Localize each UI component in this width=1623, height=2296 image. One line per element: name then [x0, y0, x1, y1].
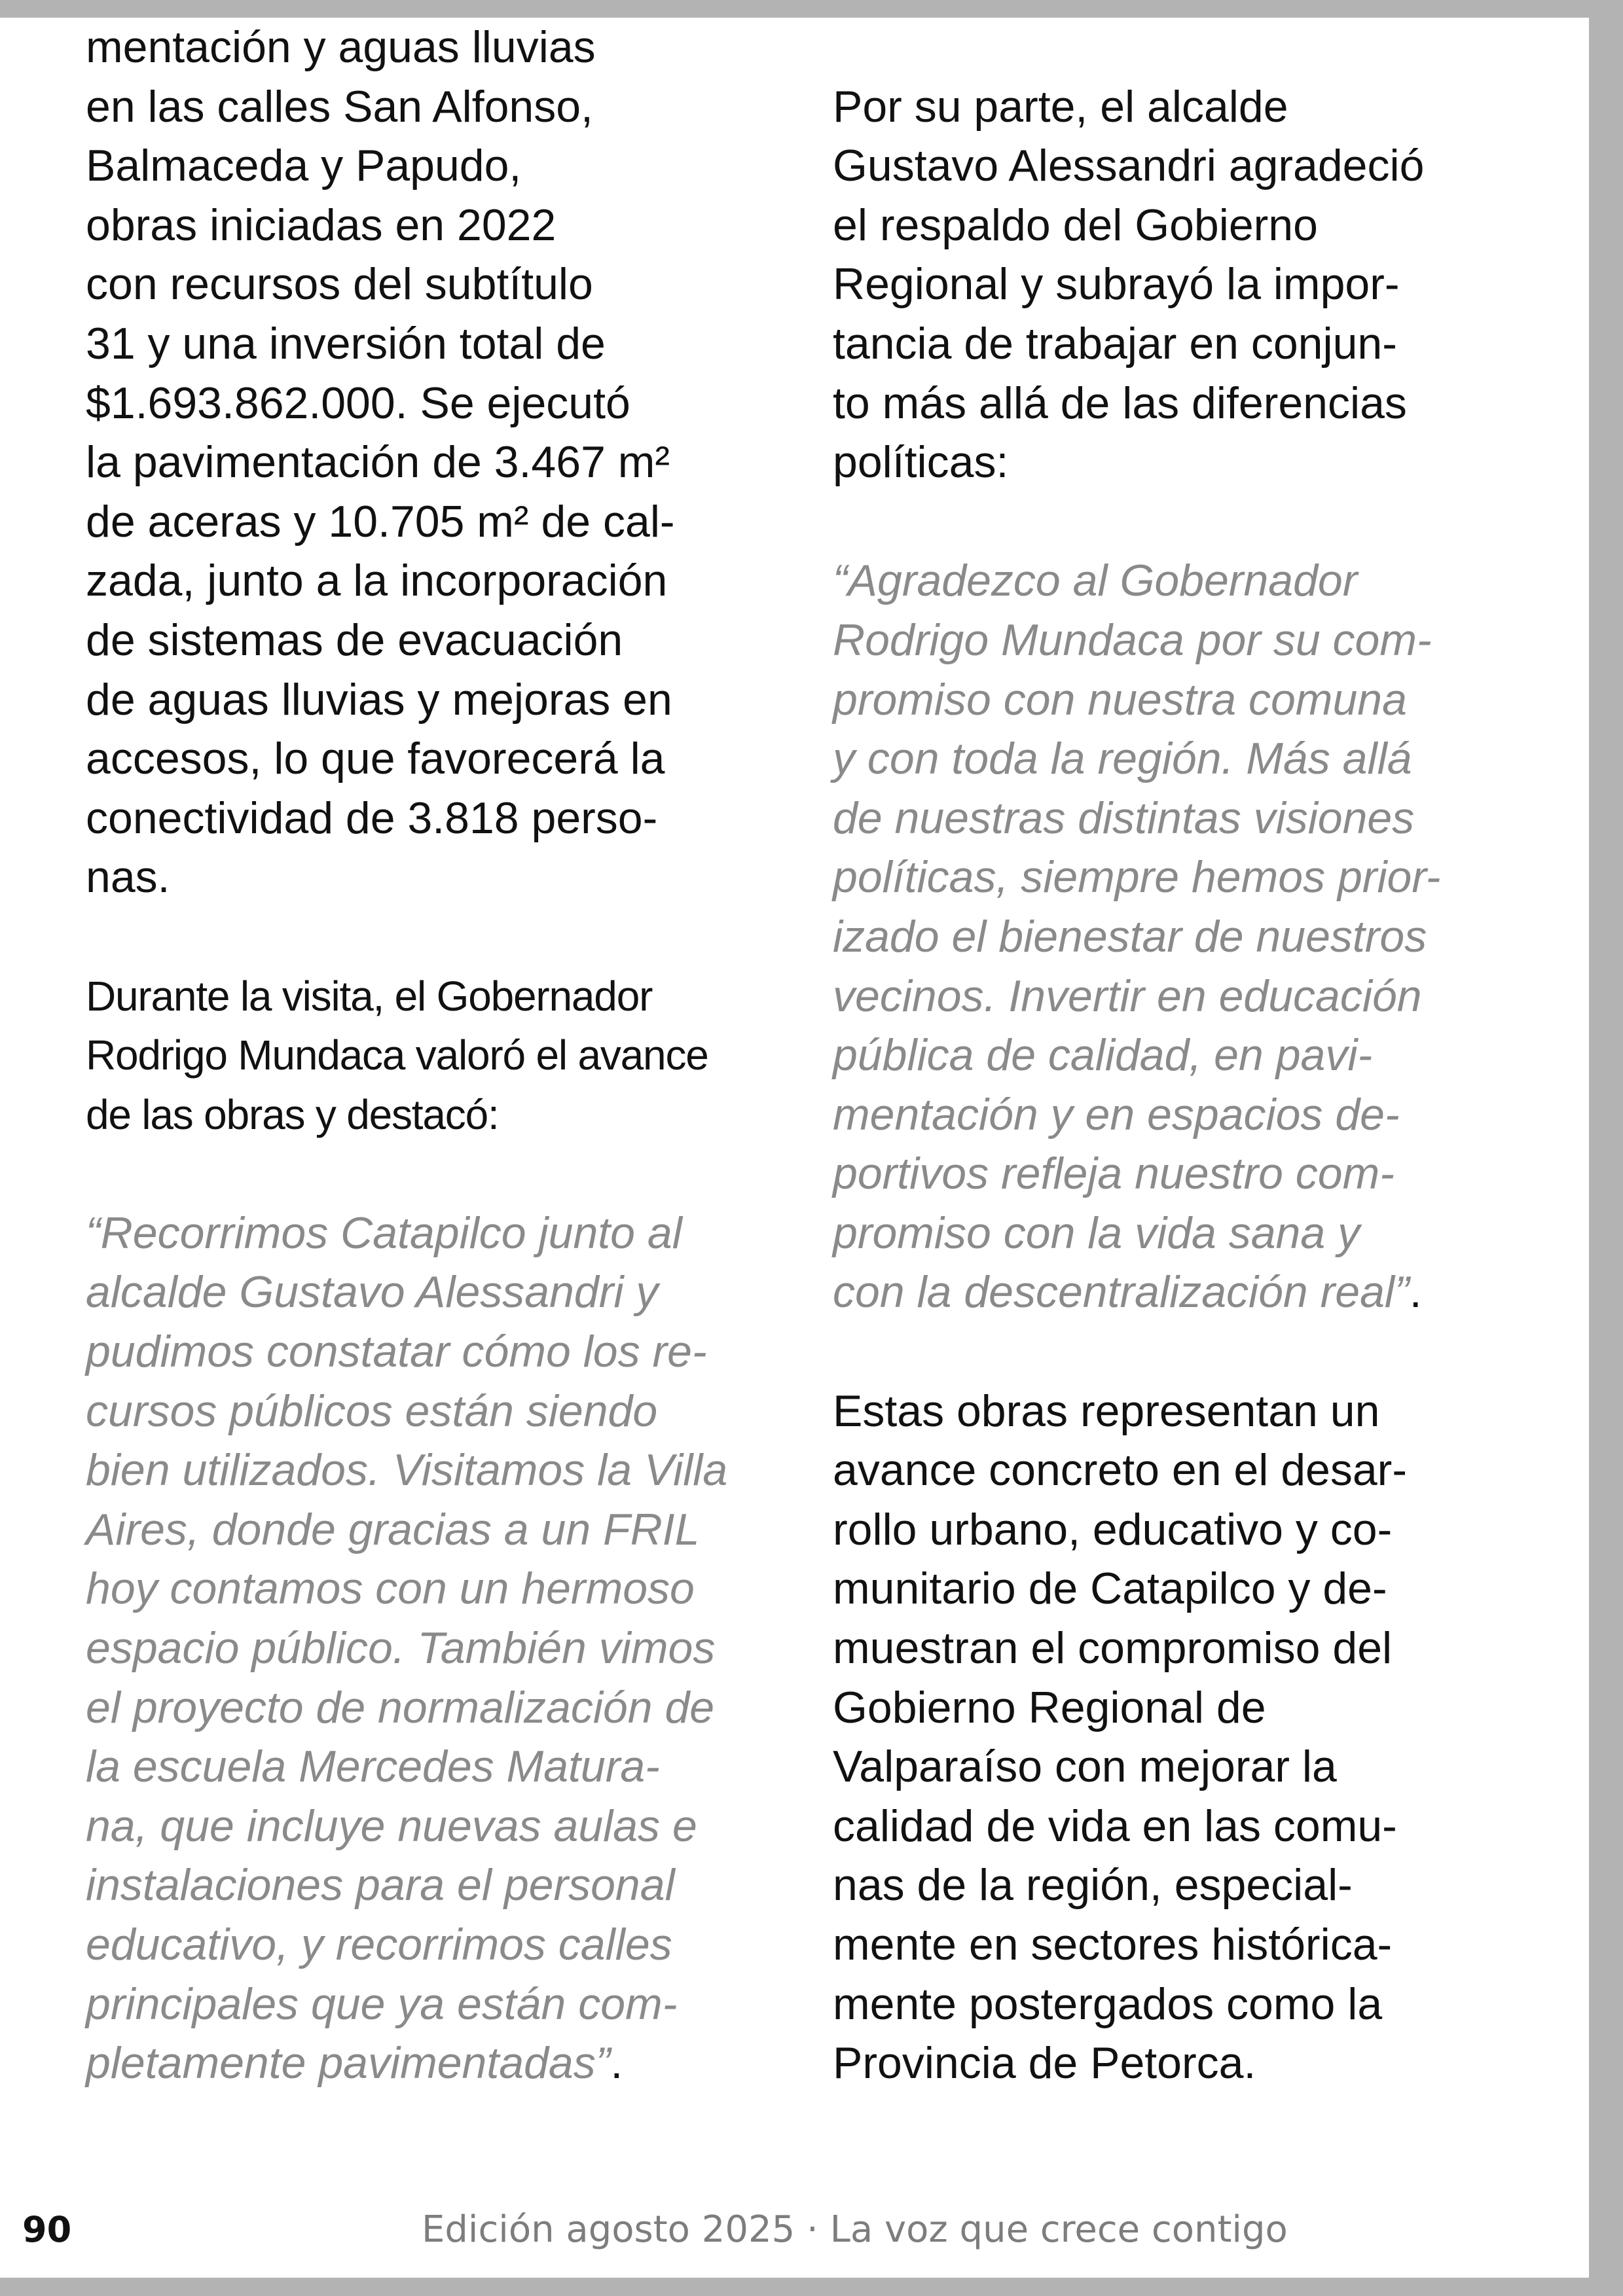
text-line-content: hoy contamos con un hermoso — [86, 1564, 695, 1614]
page-footer — [0, 2204, 1589, 2256]
text-line-content: de las obras y destacó: — [86, 1090, 499, 1138]
text-line-content: nas. — [86, 852, 170, 903]
paragraph-spacer — [86, 1144, 793, 1204]
text-line-content: en las calles San Alfonso, — [86, 81, 593, 132]
text-line — [833, 670, 1540, 730]
text-line-content: Gustavo Alessandri agradeció — [833, 141, 1425, 191]
text-line-content: “Recorrimos Catapilco junto al — [86, 1208, 682, 1258]
text-line — [86, 18, 793, 77]
text-line-content: pudimos constatar cómo los re- — [86, 1327, 707, 1377]
paragraph-spacer — [833, 1322, 1540, 1382]
text-line — [833, 1559, 1540, 1619]
text-line-content: el respaldo del Gobierno — [833, 200, 1318, 250]
text-line-content: mente postergados como la — [833, 1979, 1383, 2029]
text-line-content: de nuestras distintas visiones — [833, 793, 1415, 843]
text-line-content: to más allá de las diferencias — [833, 378, 1407, 428]
text-line — [833, 1263, 1540, 1322]
text-line-content: nas de la región, especial- — [833, 1860, 1353, 1910]
paragraph-spacer — [833, 492, 1540, 552]
text-line-content: alcalde Gustavo Alessandri y — [86, 1267, 659, 1318]
text-line — [86, 1856, 793, 1915]
text-line-content: avance concreto en el desar- — [833, 1445, 1407, 1496]
text-line — [86, 1441, 793, 1500]
text-line-content: cursos públicos están siendo — [86, 1386, 658, 1436]
text-line-content: pública de calidad, en pavi- — [833, 1030, 1373, 1081]
text-line — [86, 1559, 793, 1619]
text-line — [86, 314, 793, 374]
text-line — [86, 1204, 793, 1263]
text-line-content: $1.693.862.000. Se ejecutó — [86, 378, 630, 428]
text-line-content: promiso con nuestra comuna — [833, 674, 1407, 725]
text-line-content: la escuela Mercedes Matura- — [86, 1742, 660, 1792]
text-line-content: “Agradezco al Gobernador — [833, 556, 1358, 606]
text-line-content: calidad de vida en las comu- — [833, 1801, 1397, 1851]
text-line-content: de aceras y 10.705 m² de cal- — [86, 496, 675, 547]
left-paragraph-1 — [86, 18, 793, 907]
text-line — [833, 1678, 1540, 1738]
text-line — [86, 551, 793, 611]
text-line — [86, 1915, 793, 1975]
right-column — [833, 18, 1540, 2093]
text-line-content: bien utilizados. Visitamos la Villa — [86, 1445, 728, 1496]
text-line-content: políticas: — [833, 437, 1009, 488]
text-line — [86, 789, 793, 848]
text-line — [833, 1737, 1540, 1797]
text-line — [833, 77, 1540, 137]
text-line-content: rollo urbano, educativo y co- — [833, 1504, 1393, 1554]
text-line-content: principales que ya están com- — [86, 1979, 678, 2029]
text-line — [833, 1204, 1540, 1263]
text-line — [833, 374, 1540, 433]
text-line — [86, 1678, 793, 1738]
text-line-content: muestran el compromiso del — [833, 1623, 1393, 1674]
paragraph-spacer — [86, 907, 793, 967]
text-line — [833, 611, 1540, 670]
governor-quote — [86, 1204, 793, 2093]
text-line — [833, 1797, 1540, 1856]
quote-end-punctuation: . — [1409, 1267, 1422, 1318]
text-line — [833, 314, 1540, 374]
text-line-content: con la descentralización real” — [833, 1267, 1410, 1318]
text-line-content: na, que incluye nuevas aulas e — [86, 1801, 697, 1851]
text-line — [86, 492, 793, 552]
text-line — [833, 1619, 1540, 1678]
text-line — [833, 551, 1540, 611]
text-line-content: zada, junto a la incorporación — [86, 556, 668, 606]
text-line-content: tancia de trabajar en conjun- — [833, 318, 1397, 368]
text-line-content: accesos, lo que favorecerá la — [86, 734, 665, 784]
text-line — [86, 1085, 793, 1145]
text-line-content: obras iniciadas en 2022 — [86, 200, 556, 250]
text-line — [86, 1797, 793, 1856]
text-line — [833, 196, 1540, 255]
text-line — [86, 670, 793, 730]
text-line-content: instalaciones para el personal — [86, 1860, 675, 1910]
text-line — [833, 1144, 1540, 1204]
text-line — [86, 1322, 793, 1382]
text-line-content: Por su parte, el alcalde — [833, 81, 1288, 132]
text-line — [833, 136, 1540, 196]
text-line-content: de aguas lluvias y mejoras en — [86, 674, 672, 725]
text-line-content: Gobierno Regional de — [833, 1682, 1266, 1732]
text-line — [86, 433, 793, 492]
text-line — [833, 848, 1540, 907]
text-line-content: con recursos del subtítulo — [86, 259, 593, 310]
text-line — [86, 196, 793, 255]
text-line-content: Provincia de Petorca. — [833, 2038, 1256, 2089]
text-line — [833, 1500, 1540, 1560]
text-line — [833, 1382, 1540, 1441]
left-column — [86, 18, 793, 2093]
text-line — [86, 1500, 793, 1560]
text-line — [833, 789, 1540, 848]
text-line-content: espacio público. También vimos — [86, 1623, 716, 1674]
magazine-page — [0, 18, 1589, 2278]
text-line-content: Rodrigo Mundaca valoró el avance — [86, 1031, 708, 1079]
text-line-content: Aires, donde gracias a un FRIL — [86, 1504, 700, 1554]
text-line — [86, 729, 793, 789]
text-line-content: la pavimentación de 3.467 m² — [86, 437, 670, 488]
text-line — [833, 255, 1540, 314]
text-line — [86, 1382, 793, 1441]
text-line — [86, 967, 793, 1026]
text-line-content: conectividad de 3.818 perso- — [86, 793, 658, 843]
paragraph-spacer — [833, 18, 1540, 77]
text-line — [833, 1975, 1540, 2034]
text-line-content: Estas obras representan un — [833, 1386, 1380, 1436]
quote-end-punctuation: . — [610, 2038, 623, 2089]
text-line — [86, 1026, 793, 1085]
text-line-content: izado el bienestar de nuestros — [833, 911, 1427, 961]
text-line-content: mentación y en espacios de- — [833, 1089, 1400, 1139]
right-paragraph-2 — [833, 1382, 1540, 2093]
text-line — [86, 611, 793, 670]
text-line — [833, 2034, 1540, 2093]
text-line — [86, 848, 793, 907]
text-line-content: pletamente pavimentadas” — [86, 2038, 611, 2089]
text-line-content: Regional y subrayó la impor- — [833, 259, 1400, 310]
text-line-content: educativo, y recorrimos calles — [86, 1920, 672, 1969]
right-paragraph-1 — [833, 77, 1540, 492]
mayor-quote — [833, 551, 1540, 1322]
text-line — [86, 255, 793, 314]
text-line — [833, 1026, 1540, 1085]
text-line-content: promiso con la vida sana y — [833, 1208, 1360, 1258]
text-line-content: mente en sectores histórica- — [833, 1920, 1393, 1969]
text-line — [833, 907, 1540, 967]
text-line-content: Balmaceda y Papudo, — [86, 141, 522, 191]
text-line-content: Durante la visita, el Gobernador — [86, 972, 653, 1020]
left-paragraph-2 — [86, 967, 793, 1145]
text-line-content: 31 y una inversión total de — [86, 318, 606, 368]
edition-line: Edición agosto 2025 · La voz que crece contigo — [422, 2208, 1288, 2251]
text-line — [86, 136, 793, 196]
text-line — [86, 1975, 793, 2034]
text-line-content: Rodrigo Mundaca por su com- — [833, 615, 1432, 665]
text-line — [833, 967, 1540, 1026]
text-line-content: Valparaíso con mejorar la — [833, 1742, 1337, 1792]
text-line — [833, 1915, 1540, 1975]
text-line — [86, 2034, 793, 2093]
text-line — [86, 1619, 793, 1678]
text-line-content: vecinos. Invertir en educación — [833, 971, 1422, 1021]
text-line — [833, 1441, 1540, 1500]
text-line-content: portivos refleja nuestro com- — [833, 1149, 1395, 1199]
text-line-content: mentación y aguas lluvias — [86, 22, 596, 72]
text-line — [833, 729, 1540, 789]
text-line — [86, 77, 793, 137]
text-line-content: el proyecto de normalización de — [86, 1682, 715, 1732]
text-line — [86, 374, 793, 433]
text-line — [833, 433, 1540, 492]
text-line — [86, 1263, 793, 1322]
text-line — [86, 1737, 793, 1797]
text-line-content: políticas, siempre hemos prior- — [833, 852, 1441, 903]
text-line — [833, 1085, 1540, 1145]
page-number: 90 — [22, 2209, 72, 2250]
text-line-content: y con toda la región. Más allá — [833, 734, 1412, 784]
text-line — [833, 1856, 1540, 1915]
text-line-content: munitario de Catapilco y de- — [833, 1564, 1387, 1614]
text-line-content: de sistemas de evacuación — [86, 615, 623, 665]
